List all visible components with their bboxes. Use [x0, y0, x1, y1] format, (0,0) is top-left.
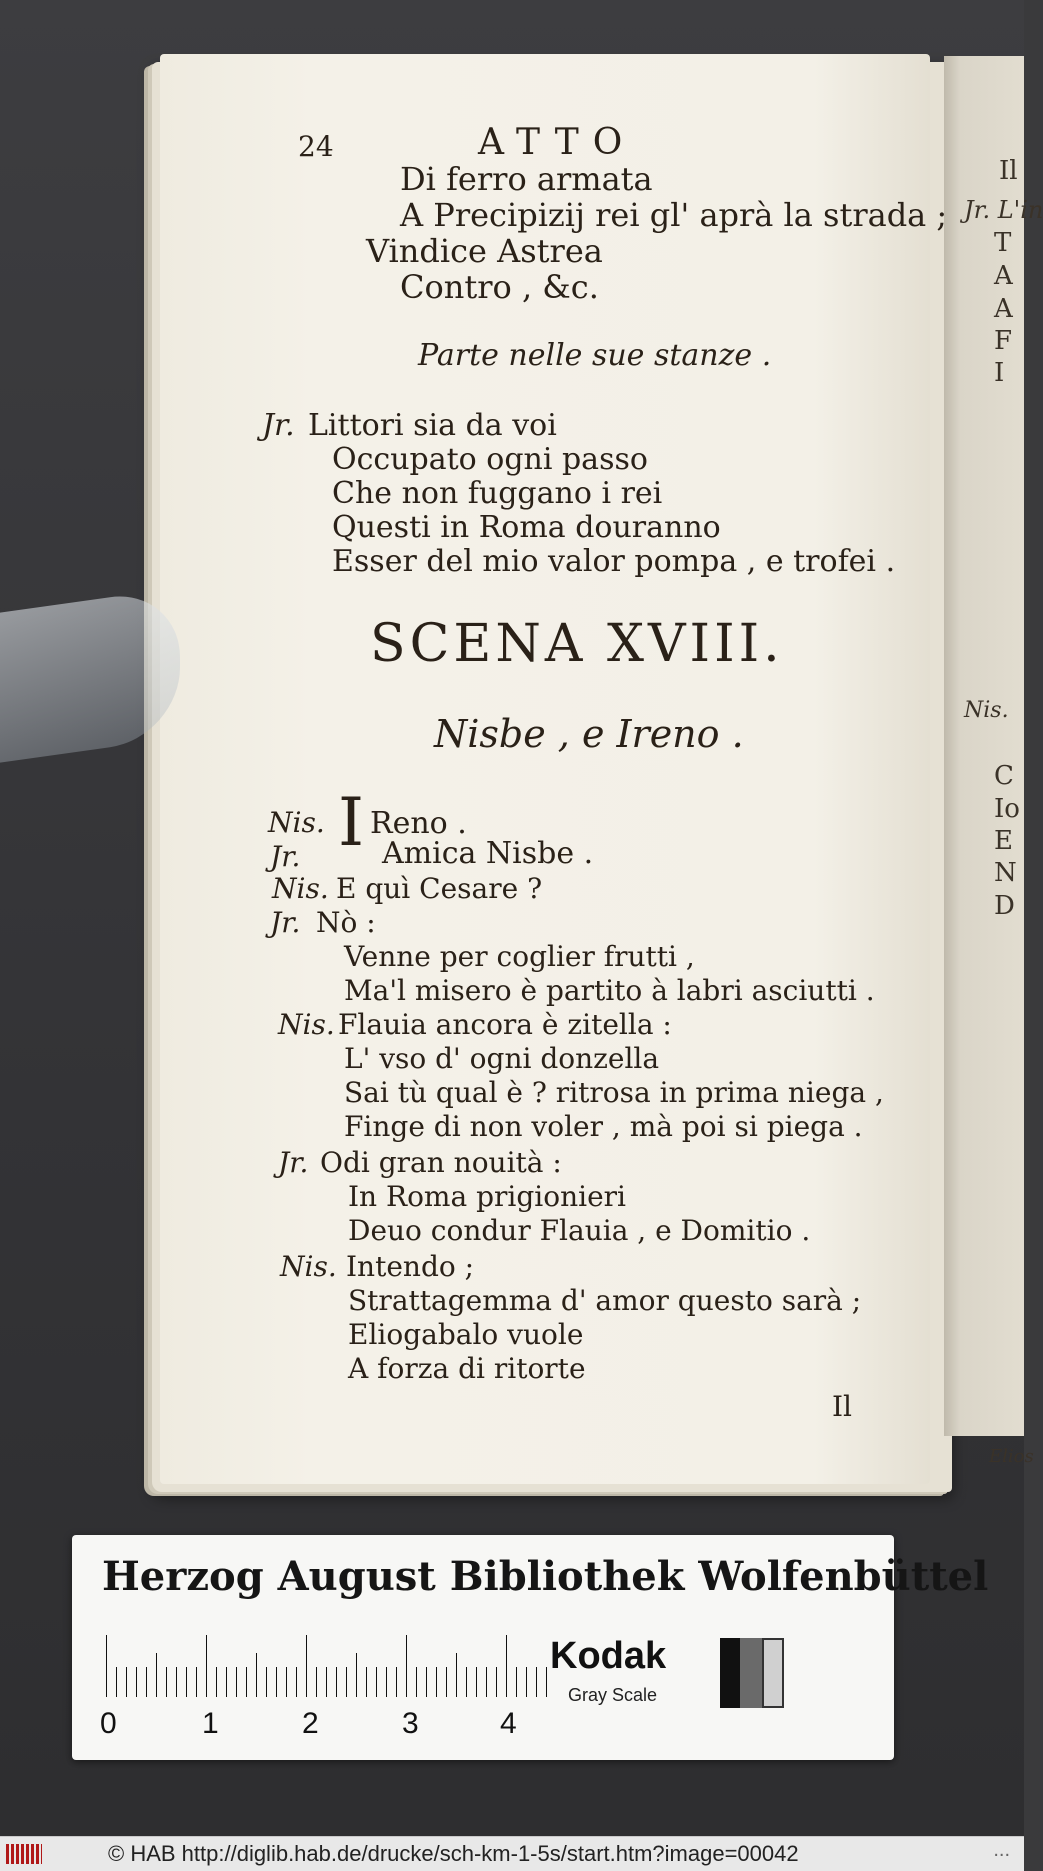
facing-page-fragment: T — [994, 228, 1012, 258]
verse-line: Occupato ogni passo — [332, 442, 648, 477]
speaker-label: Jr. — [278, 1146, 309, 1179]
ruler-number: 0 — [100, 1707, 117, 1740]
dialogue-line: Nò : — [316, 906, 376, 939]
ruler-tick — [196, 1667, 197, 1697]
facing-page-fragment: A — [994, 294, 1013, 324]
ruler-tick — [316, 1667, 317, 1697]
facing-page-fragment: A — [994, 261, 1013, 291]
ruler-tick — [146, 1667, 147, 1697]
stage-direction: Parte nelle sue stanze . — [418, 338, 772, 373]
ruler-tick — [106, 1635, 107, 1697]
facing-page — [944, 56, 1043, 1467]
ruler-tick — [416, 1667, 417, 1697]
scene-persons: Nisbe , e Ireno . — [434, 712, 744, 756]
dialogue-line: Intendo ; — [346, 1250, 475, 1283]
dialogue-line: E quì Cesare ? — [336, 872, 543, 905]
library-name: Herzog August Bibliothek Wolfenbüttel — [102, 1553, 989, 1600]
more-icon[interactable]: ... — [993, 1839, 1010, 1861]
dialogue-line: Eliogabalo vuole — [348, 1318, 584, 1351]
ruler-number: 2 — [302, 1707, 319, 1740]
ruler-tick — [116, 1667, 117, 1697]
ruler-tick — [206, 1635, 207, 1697]
dialogue-line: Amica Nisbe . — [382, 836, 594, 871]
gray-scale-label: Gray Scale — [568, 1685, 658, 1705]
verse-line: Questi in Roma douranno — [332, 510, 721, 545]
ruler-tick — [506, 1635, 507, 1697]
ruler-tick — [476, 1667, 477, 1697]
copyright-link[interactable]: © HAB http://diglib.hab.de/drucke/sch-km-1-5s/start.htm?image=00042 — [108, 1841, 799, 1866]
ruler-tick — [536, 1667, 537, 1697]
ruler-tick — [156, 1653, 157, 1697]
speaker-label: Jr. — [270, 906, 301, 939]
gray-patch-black — [720, 1638, 740, 1708]
drop-cap: I — [338, 784, 365, 861]
speaker-label: Jr. — [262, 408, 295, 443]
ruler-tick — [186, 1667, 187, 1697]
dialogue-line: Venne per coglier frutti , — [344, 940, 695, 973]
speaker-label: Nis. — [272, 872, 329, 905]
ruler-tick — [236, 1667, 237, 1697]
page-number: 24 — [298, 130, 334, 163]
gray-patch-light — [762, 1638, 784, 1708]
running-head: ATTO — [478, 122, 637, 163]
ruler-tick — [396, 1667, 397, 1697]
ruler-tick — [256, 1653, 257, 1697]
ruler-tick — [126, 1667, 127, 1697]
speaker-label: Nis. — [268, 806, 325, 839]
scene-title: SCENA XVIII. — [370, 614, 784, 674]
dialogue-line: Ma'l misero è partito à labri asciutti . — [344, 974, 875, 1007]
speaker-label: Nis. — [278, 1008, 335, 1041]
facing-page-fragment: Il — [999, 156, 1018, 186]
ruler-tick — [446, 1667, 447, 1697]
facing-page-fragment: I — [994, 358, 1005, 388]
ruler-tick — [216, 1667, 217, 1697]
facing-page-fragment: Elios — [989, 1446, 1034, 1467]
ruler-tick — [306, 1635, 307, 1697]
ruler-number: 1 — [202, 1707, 219, 1740]
speaker-label: Nis. — [280, 1250, 337, 1283]
ruler-tick — [356, 1653, 357, 1697]
facing-page-fragment: N — [994, 858, 1017, 888]
facing-page-fragment: C — [994, 761, 1014, 791]
facing-page-fragment: Nis. — [964, 698, 1009, 723]
verse-line: Contro , &c. — [400, 268, 599, 306]
ruler-tick — [266, 1667, 267, 1697]
facing-page-fragment: D — [994, 891, 1015, 921]
ruler-tick — [286, 1667, 287, 1697]
ruler-tick — [376, 1667, 377, 1697]
speaker-label: Jr. — [270, 840, 301, 873]
ruler-number: 4 — [500, 1707, 517, 1740]
hab-logo-icon — [6, 1844, 42, 1864]
kodak-logo-text: Kodak — [550, 1635, 667, 1677]
ruler-tick — [246, 1667, 247, 1697]
ruler-tick — [326, 1667, 327, 1697]
ruler-tick — [456, 1653, 457, 1697]
ruler-tick — [546, 1667, 547, 1697]
dialogue-line: Sai tù qual è ? ritrosa in prima niega , — [344, 1076, 884, 1109]
verse-line: Che non fuggano i rei — [332, 476, 663, 511]
ruler-tick — [526, 1667, 527, 1697]
verse-line: Vindice Astrea — [366, 232, 603, 270]
facing-page-fragment: E — [994, 826, 1013, 856]
ruler-tick — [496, 1667, 497, 1697]
verse-line: Esser del mio valor pompa , e trofei . — [332, 544, 896, 579]
ruler-tick — [426, 1667, 427, 1697]
ruler-ticks — [106, 1635, 586, 1705]
reference-scale-card — [72, 1535, 989, 1760]
ruler-tick — [336, 1667, 337, 1697]
ruler-tick — [296, 1667, 297, 1697]
ruler-tick — [176, 1667, 177, 1697]
ruler-tick — [226, 1667, 227, 1697]
facing-page-fragment: Jr. L'in — [964, 196, 1043, 224]
dialogue-line: Finge di non voler , mà poi si piega . — [344, 1110, 863, 1143]
verse-line: Di ferro armata — [400, 160, 653, 198]
ruler-tick — [366, 1667, 367, 1697]
dialogue-line: Strattagemma d' amor questo sarà ; — [348, 1284, 862, 1317]
dialogue-line: Deuo condur Flauia , e Domitio . — [348, 1214, 811, 1247]
verse-line: Littori sia da voi — [308, 408, 557, 443]
facing-page-fragment: Io — [994, 794, 1020, 824]
facing-page-fragment: F — [994, 326, 1013, 356]
ruler-tick — [436, 1667, 437, 1697]
ruler-tick — [486, 1667, 487, 1697]
ruler-tick — [346, 1667, 347, 1697]
ruler-tick — [386, 1667, 387, 1697]
footer-bar — [0, 1836, 1024, 1871]
ruler-tick — [276, 1667, 277, 1697]
ruler-tick — [406, 1635, 407, 1697]
ruler-tick — [136, 1667, 137, 1697]
ruler-tick — [166, 1667, 167, 1697]
dialogue-line: In Roma prigionieri — [348, 1180, 626, 1213]
ruler-number: 3 — [402, 1707, 419, 1740]
dialogue-line: L' vso d' ogni donzella — [344, 1042, 660, 1075]
catchword: Il — [832, 1390, 853, 1423]
dialogue-line: Flauia ancora è zitella : — [338, 1008, 672, 1041]
ruler-tick — [466, 1667, 467, 1697]
ruler-tick — [516, 1667, 517, 1697]
dialogue-line: A forza di ritorte — [348, 1352, 586, 1385]
dialogue-line: Odi gran nouità : — [320, 1146, 562, 1179]
dialogue-line: Reno . — [370, 806, 467, 841]
verse-line: A Precipizij rei gl' aprà la strada ; — [400, 196, 948, 234]
gray-patch-mid — [740, 1638, 762, 1708]
